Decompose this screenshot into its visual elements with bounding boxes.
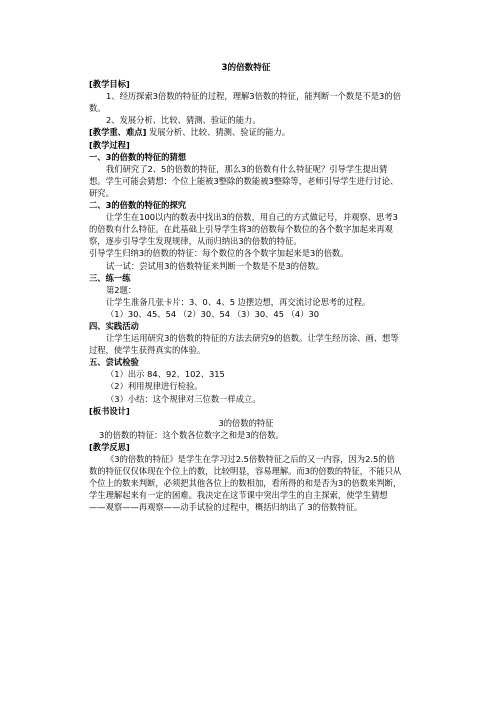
document-body: [89, 62, 403, 513]
reflection-text: 《3的倍数的特征》是学生在学习过2.5倍数特征之后的又一内容，因为2.5的倍数的特征仅仅体现在个位上的数，比较明显，容易理解。而3的倍数的特征，不能只从个位上的数来判断，必须把其他各位上的数相加，看所得的和是否为3的倍数来判断，学生理解起来有一定的困难。我决定在这节课中突出学生的自主探索，使学生猜想——观察——再观察——动手试验的过程中，概括归纳出了 3的倍数特征。: [89, 454, 402, 513]
board-heading: [板书设计]: [89, 405, 130, 416]
section-3-text-2: 让学生准备几张卡片：3、0、4、5 边摆边想，再交流讨论思考的过程。: [106, 296, 371, 307]
section-2-text-2: 引导学生归纳3的倍数的特征：每个数位的各个数字加起来是3的倍数。: [89, 248, 349, 259]
section-5-heading: 五、尝试检验: [89, 357, 139, 368]
section-2-text-3: 试一试：尝试用3的倍数特征来判断一个数是不是3的倍数。: [106, 260, 324, 271]
section-4-text: 让学生运用研究3的倍数的特征的方法去研究9的倍数。让学生经历涂、画、想等过程，使学生获得真实的体验。: [89, 333, 399, 356]
reflection-heading: [教学反思]: [89, 441, 130, 452]
section-2-text-1: 让学生在100以内的数表中找出3的倍数，用自己的方式做记号，并观察、思考3的倍数有什么特征。在此基础上引导学生将3的倍数每个数位的各个数字加起来再观察，逐步引导学生发现规律，从而归纳出3的倍数的特征。: [89, 212, 398, 247]
section-3-heading: 三、练一练: [89, 272, 131, 283]
section-5-text-1: （1）出示 84、92、102、315: [106, 369, 225, 380]
section-5-text-2: （2）利用规律进行检验。: [106, 381, 203, 392]
goal-item-1: 1、经历探索3倍数的特征的过程，理解3倍数的特征，能判断一个数是不是3的倍数。: [89, 91, 401, 114]
section-2-heading: 二、3的倍数的特征的探究: [89, 200, 187, 211]
section-1-text: 我们研究了2、5的倍数的特征，那么3的倍数有什么特征呢？引导学生提出猜想。学生可能会猜想：个位上能被3整除的数能被3整除等，老师引导学生进行讨论、研究。: [89, 163, 399, 198]
board-rule: 3的倍数的特征：这个数各位数字之和是3的倍数。: [99, 429, 284, 440]
goal-heading: [教学目标]: [89, 79, 130, 90]
key-points: [89, 126, 403, 138]
key-text: 发展分析、比较、猜测、验证的能力。: [146, 127, 291, 138]
process-heading: [教学过程]: [89, 139, 130, 150]
section-3-text-3: （1）30、45、54 （2）30、54 （3）30、45 （4）30: [106, 308, 320, 319]
page-title: 3的倍数特征: [221, 63, 271, 73]
section-1-heading: 一、3的倍数的特征的猜想: [89, 151, 187, 162]
key-heading: [教学重、难点]: [89, 127, 147, 138]
goal-item-2: 2、发展分析、比较、猜测、验证的能力。: [106, 115, 261, 126]
section-4-heading: 四、实践活动: [89, 320, 139, 331]
section-5-text-3: （3）小结：这个规律对三位数一样成立。: [106, 393, 261, 404]
section-3-text-1: 第2题：: [106, 284, 137, 295]
board-title: 3的倍数的特征: [218, 417, 274, 428]
